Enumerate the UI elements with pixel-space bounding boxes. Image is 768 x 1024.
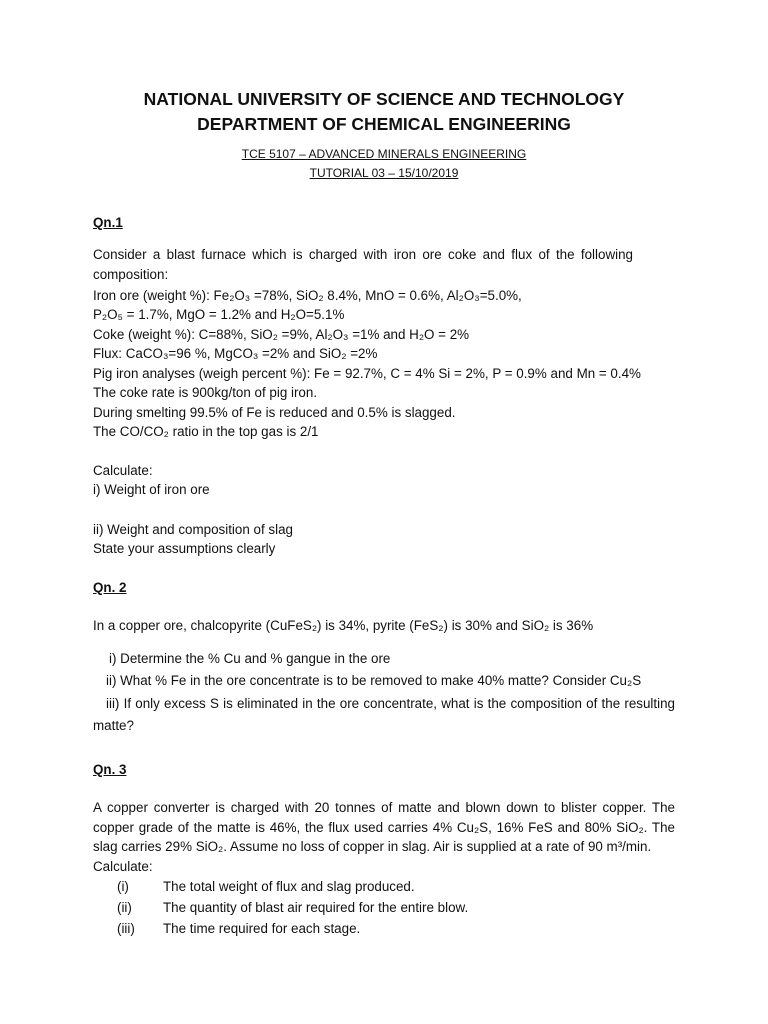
composition-line: Coke (weight %): C=88%, SiO₂ =9%, Al₂O₃ =1% and H₂O = 2% bbox=[93, 326, 470, 342]
question-3 bbox=[93, 760, 675, 940]
composition-line: P₂O₅ = 1.7%, MgO = 1.2% and H₂O=5.1% bbox=[93, 307, 345, 322]
composition-line: Pig iron analyses (weigh percent %): Fe = 92.7%, C = 4% Si = 2%, P = 0.9% and Mn = 0.4% bbox=[93, 365, 641, 381]
question-3-heading: Qn. 3 bbox=[93, 761, 127, 777]
calculate-label: Calculate: bbox=[93, 858, 153, 874]
composition-line: Iron ore (weight %): Fe₂O₃ =78%, SiO₂ 8.4%, MnO = 0.6%, Al₂O₃=5.0%, bbox=[93, 287, 522, 303]
assumptions-note: State your assumptions clearly bbox=[93, 541, 276, 556]
question-3-item bbox=[93, 897, 675, 918]
question-2-parts bbox=[93, 648, 675, 738]
question-1-intro: Consider a blast furnace which is charged with iron ore coke and flux of the following composition: bbox=[93, 246, 633, 282]
question-3-item bbox=[93, 918, 675, 939]
question-1-heading: Qn.1 bbox=[93, 215, 123, 230]
composition-line: The CO/CO₂ ratio in the top gas is 2/1 bbox=[93, 424, 319, 439]
item-number: (ii) bbox=[117, 900, 132, 915]
question-2-part-iii: iii) If only excess S is eliminated in the ore concentrate, what is the composition of the resulting matte? bbox=[93, 695, 675, 733]
question-2-heading: Qn. 2 bbox=[93, 579, 127, 595]
tutorial-title: TUTORIAL 03 – 15/10/2019 bbox=[309, 166, 459, 180]
course-title: TCE 5107 – ADVANCED MINERALS ENGINEERING bbox=[241, 147, 527, 161]
item-number: (iii) bbox=[117, 921, 135, 936]
document-body bbox=[93, 87, 675, 939]
question-1 bbox=[93, 213, 675, 559]
question-2-part-i: i) Determine the % Cu and % gangue in the ore bbox=[109, 650, 391, 666]
university-title: NATIONAL UNIVERSITY OF SCIENCE AND TECHNOLOGY bbox=[143, 89, 625, 109]
question-3-item bbox=[93, 876, 675, 897]
question-3-body: A copper converter is charged with 20 tonnes of matte and blown down to blister copper. The copper grade of the matte is 46%, the flux used carries 4% Cu₂S, 16% FeS and 80% SiO₂. The slag carries 29% SiO₂. Assume no loss of copper in slag. Air is supplied at a rate of 90 m³/min. bbox=[93, 800, 675, 854]
item-text: The time required for each stage. bbox=[163, 921, 361, 936]
item-text: The quantity of blast air required for the entire blow. bbox=[163, 900, 469, 915]
item-number: (i) bbox=[117, 879, 129, 894]
question-1-part-ii: ii) Weight and composition of slag bbox=[93, 521, 293, 537]
item-text: The total weight of flux and slag produced. bbox=[163, 879, 415, 894]
composition-line: The coke rate is 900kg/ton of pig iron. bbox=[93, 385, 318, 400]
question-2-intro: In a copper ore, chalcopyrite (CuFeS₂) is 34%, pyrite (FeS₂) is 30% and SiO₂ is 36% bbox=[93, 618, 594, 633]
composition-line: During smelting 99.5% of Fe is reduced and 0.5% is slagged. bbox=[93, 404, 456, 420]
department-title: DEPARTMENT OF CHEMICAL ENGINEERING bbox=[197, 114, 571, 134]
composition-line: Flux: CaCO₃=96 %, MgCO₃ =2% and SiO₂ =2% bbox=[93, 346, 378, 361]
question-2-part-ii: ii) What % Fe in the ore concentrate is to be removed to make 40% matte? Consider Cu₂S bbox=[106, 673, 642, 688]
question-1-part-i: i) Weight of iron ore bbox=[93, 482, 210, 497]
calculate-label: Calculate: bbox=[93, 462, 153, 478]
question-2 bbox=[93, 578, 675, 738]
